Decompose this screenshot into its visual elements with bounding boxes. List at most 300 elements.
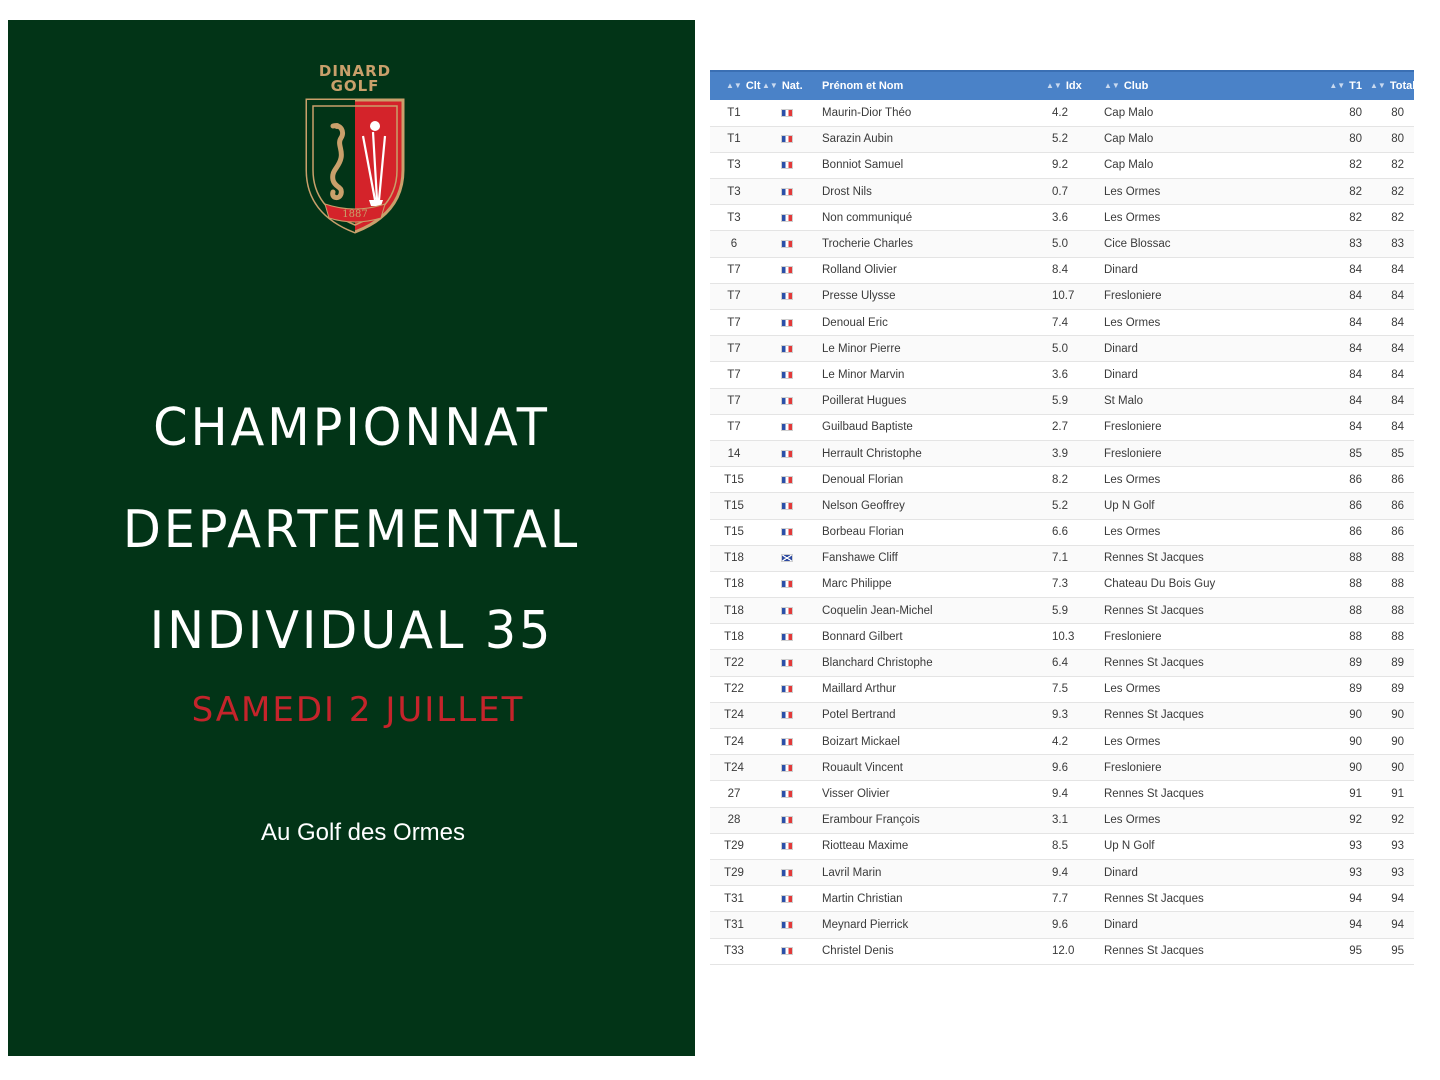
cell-total: 88 [1391,578,1404,591]
cell-total: 93 [1391,866,1404,879]
france-flag-icon [781,109,793,117]
cell-total: 95 [1391,945,1404,958]
column-header-name [818,71,1042,100]
table-row[interactable] [710,912,1414,938]
title-line-2: DEPARTEMENTAL [122,500,581,560]
cell-name: Guilbaud Baptiste [822,421,913,434]
column-header-clt[interactable] [710,71,761,100]
table-row[interactable] [710,598,1414,624]
cell-idx: 6.6 [1052,526,1068,539]
column-label: T1 [1349,80,1362,92]
cell-club: Dinard [1104,918,1138,931]
cell-total: 88 [1391,552,1404,565]
table-row[interactable] [710,571,1414,597]
cell-t1: 92 [1349,814,1362,827]
cell-idx: 4.2 [1052,735,1068,748]
cell-t1: 88 [1349,578,1362,591]
cell-name: Bonniot Samuel [822,159,904,172]
cell-t1: 82 [1349,211,1362,224]
cell-t1: 82 [1349,185,1362,198]
cell-clt: T7 [727,395,741,408]
cell-idx: 0.7 [1052,185,1068,198]
table-row[interactable] [710,886,1414,912]
cell-clt: T7 [727,264,741,277]
cell-total: 88 [1391,604,1404,617]
cell-clt: T7 [727,421,741,434]
table-row[interactable] [710,231,1414,257]
france-flag-icon [781,738,793,746]
cell-nat [758,886,818,912]
cell-idx: 9.2 [1052,159,1068,172]
cell-name: Bonnard Gilbert [822,630,903,643]
france-flag-icon [781,607,793,615]
cell-idx: 7.5 [1052,683,1068,696]
cell-name: Herrault Christophe [822,447,922,460]
cell-idx: 10.3 [1052,630,1075,643]
cell-clt: 28 [727,814,741,827]
cell-t1: 95 [1349,945,1362,958]
cell-clt: T24 [724,761,744,774]
cell-clt: T22 [724,657,744,670]
cell-idx: 8.2 [1052,473,1068,486]
table-row[interactable] [710,938,1414,964]
cell-nat [758,152,818,178]
cell-nat [758,336,818,362]
cell-club: Fresloniere [1104,630,1162,643]
logo-year: 1887 [342,209,368,220]
cell-nat [758,833,818,859]
france-flag-icon [781,816,793,824]
column-header-t1[interactable] [1320,71,1366,100]
cell-nat [758,493,818,519]
sort-icon: ▲▼ [1370,81,1386,90]
cell-name: Poillerat Hugues [822,395,907,408]
cell-nat [758,205,818,231]
sort-icon: ▲▼ [1329,81,1346,90]
cell-club: Rennes St Jacques [1104,709,1204,722]
cell-total: 84 [1391,342,1404,355]
cell-t1: 94 [1349,918,1362,931]
logo-text-dinard: DINARD [318,62,392,80]
cell-club: Cice Blossac [1104,238,1171,251]
cell-nat [758,257,818,283]
cell-clt: T1 [727,106,741,119]
cell-clt: T15 [724,499,744,512]
cell-nat [758,729,818,755]
cell-name: Non communiqué [822,211,913,224]
cell-club: Fresloniere [1104,421,1162,434]
cell-t1: 84 [1349,290,1362,303]
cell-total: 84 [1391,368,1404,381]
cell-clt: 6 [730,238,738,251]
cell-name: Nelson Geoffrey [822,499,905,512]
table-row[interactable] [710,414,1414,440]
france-flag-icon [781,345,793,353]
cell-t1: 84 [1349,421,1362,434]
cell-name: Le Minor Pierre [822,342,901,355]
cell-idx: 6.4 [1052,657,1068,670]
france-flag-icon [781,790,793,798]
cell-name: Martin Christian [822,892,903,905]
table-row[interactable] [710,729,1414,755]
table-row[interactable] [710,388,1414,414]
title-line-3: INDIVIDUAL 35 [149,601,554,661]
cell-club: Les Ormes [1104,473,1161,486]
table-row[interactable] [710,755,1414,781]
scotland-flag-icon [781,554,793,562]
cell-name: Visser Olivier [822,787,890,800]
event-poster [8,20,695,1056]
event-date: SAMEDI 2 JUILLET [191,690,525,730]
event-venue: Au Golf des Ormes [260,819,466,846]
column-header-club[interactable] [1100,71,1320,100]
cell-name: Erambour François [822,814,920,827]
table-row[interactable] [710,310,1414,336]
cell-idx: 3.1 [1052,814,1068,827]
cell-t1: 84 [1349,316,1362,329]
table-row[interactable] [710,179,1414,205]
cell-name: Meynard Pierrick [822,918,909,931]
cell-t1: 80 [1349,106,1362,119]
cell-name: Christel Denis [822,945,894,958]
cell-clt: T3 [727,185,741,198]
cell-name: Boizart Mickael [822,735,900,748]
cell-club: Cap Malo [1104,133,1154,146]
france-flag-icon [781,423,793,431]
cell-nat [758,912,818,938]
cell-total: 91 [1391,787,1404,800]
cell-club: Chateau Du Bois Guy [1104,578,1216,591]
header-row [710,71,1414,100]
cell-idx: 8.4 [1052,264,1068,277]
cell-idx: 9.6 [1052,918,1068,931]
cell-nat [758,807,818,833]
cell-club: Rennes St Jacques [1104,657,1204,670]
france-flag-icon [781,214,793,222]
cell-club: Dinard [1104,866,1138,879]
table-row[interactable] [710,702,1414,728]
cell-nat [758,440,818,466]
cell-name: Riotteau Maxime [822,840,909,853]
cell-total: 80 [1391,133,1404,146]
france-flag-icon [781,921,793,929]
france-flag-icon [781,161,793,169]
sort-icon: ▲▼ [1046,81,1062,90]
table-row[interactable] [710,283,1414,309]
cell-club: Fresloniere [1104,761,1162,774]
results-table-header [710,71,1414,100]
cell-idx: 5.2 [1052,499,1068,512]
cell-club: Up N Golf [1104,840,1155,853]
cell-clt: T18 [724,552,744,565]
cell-t1: 90 [1349,709,1362,722]
results-table-body [710,100,1414,964]
cell-name: Fanshawe Cliff [822,552,898,565]
france-flag-icon [781,580,793,588]
table-row[interactable] [710,100,1414,126]
cell-idx: 2.7 [1052,421,1068,434]
cell-t1: 93 [1349,866,1362,879]
france-flag-icon [781,895,793,903]
cell-t1: 88 [1349,604,1362,617]
cell-total: 84 [1391,290,1404,303]
cell-nat [758,598,818,624]
cell-nat [758,388,818,414]
cell-name: Le Minor Marvin [822,368,905,381]
cell-clt: T33 [724,945,744,958]
cell-total: 92 [1391,814,1404,827]
france-flag-icon [781,266,793,274]
cell-clt: 27 [727,787,741,800]
column-header-total[interactable] [1366,71,1414,100]
cell-name: Maurin-Dior Théo [822,106,912,119]
table-row[interactable] [710,493,1414,519]
cell-name: Rolland Olivier [822,264,897,277]
cell-club: Dinard [1104,264,1138,277]
cell-idx: 12.0 [1052,945,1075,958]
cell-name: Denoual Eric [822,316,888,329]
cell-t1: 88 [1349,630,1362,643]
cell-nat [758,283,818,309]
table-row[interactable] [710,205,1414,231]
cell-nat [758,676,818,702]
cell-name: Presse Ulysse [822,290,896,303]
table-row[interactable] [710,362,1414,388]
cell-total: 89 [1391,683,1404,696]
cell-total: 85 [1391,447,1404,460]
cell-nat [758,702,818,728]
cell-total: 86 [1391,499,1404,512]
cell-t1: 84 [1349,342,1362,355]
sort-icon: ▲▼ [762,81,778,90]
cell-clt: T1 [727,133,741,146]
cell-club: Les Ormes [1104,211,1161,224]
cell-name: Trocherie Charles [822,238,913,251]
cell-idx: 5.9 [1052,604,1068,617]
cell-t1: 88 [1349,552,1362,565]
table-row[interactable] [710,545,1414,571]
column-header-nat[interactable] [758,71,818,100]
france-flag-icon [781,319,793,327]
france-flag-icon [781,869,793,877]
cell-nat [758,362,818,388]
cell-idx: 5.0 [1052,342,1068,355]
column-header-idx[interactable] [1042,71,1100,100]
cell-club: Rennes St Jacques [1104,787,1204,800]
cell-name: Drost Nils [822,185,872,198]
cell-t1: 83 [1349,238,1362,251]
cell-clt: 14 [727,447,741,460]
table-row[interactable] [710,152,1414,178]
cell-idx: 10.7 [1052,290,1075,303]
table-row[interactable] [710,467,1414,493]
cell-nat [758,310,818,336]
cell-idx: 7.4 [1052,316,1068,329]
dinard-golf-logo [303,62,407,234]
cell-idx: 5.9 [1052,395,1068,408]
cell-t1: 86 [1349,499,1362,512]
cell-clt: T29 [724,840,744,853]
cell-name: Sarazin Aubin [822,133,893,146]
cell-nat [758,179,818,205]
cell-club: Up N Golf [1104,499,1155,512]
cell-clt: T3 [727,159,741,172]
table-row[interactable] [710,440,1414,466]
france-flag-icon [781,188,793,196]
cell-club: Rennes St Jacques [1104,892,1204,905]
sort-icon: ▲▼ [726,81,742,90]
cell-idx: 3.6 [1052,211,1068,224]
cell-nat [758,231,818,257]
cell-t1: 89 [1349,683,1362,696]
table-row[interactable] [710,676,1414,702]
cell-total: 88 [1391,630,1404,643]
results-table [710,70,1414,965]
cell-club: Les Ormes [1104,316,1161,329]
cell-total: 90 [1391,761,1404,774]
cell-club: Les Ormes [1104,185,1161,198]
cell-total: 82 [1391,159,1404,172]
france-flag-icon [781,135,793,143]
cell-nat [758,126,818,152]
table-row[interactable] [710,519,1414,545]
cell-idx: 5.2 [1052,133,1068,146]
cell-idx: 3.6 [1052,368,1068,381]
cell-t1: 80 [1349,133,1362,146]
cell-club: Rennes St Jacques [1104,945,1204,958]
cell-t1: 89 [1349,657,1362,670]
cell-club: Dinard [1104,342,1138,355]
cell-t1: 84 [1349,368,1362,381]
cell-total: 84 [1391,421,1404,434]
sort-icon: ▲▼ [1104,81,1120,90]
cell-total: 93 [1391,840,1404,853]
table-row[interactable] [710,624,1414,650]
france-flag-icon [781,240,793,248]
table-row[interactable] [710,833,1414,859]
cell-total: 86 [1391,473,1404,486]
cell-total: 89 [1391,657,1404,670]
cell-idx: 3.9 [1052,447,1068,460]
column-label: Idx [1065,80,1082,92]
cell-name: Maillard Arthur [822,683,897,696]
cell-idx: 9.6 [1052,761,1068,774]
cell-total: 90 [1391,709,1404,722]
france-flag-icon [781,947,793,955]
table-row[interactable] [710,336,1414,362]
title-line-1: CHAMPIONNAT [153,398,550,458]
table-row[interactable] [710,126,1414,152]
cell-club: Fresloniere [1104,447,1162,460]
column-label: Nat. [781,80,803,92]
cell-total: 82 [1391,185,1404,198]
cell-name: Lavril Marin [822,866,882,879]
france-flag-icon [781,633,793,641]
cell-club: Les Ormes [1104,683,1161,696]
logo-text-golf: GOLF [330,77,380,95]
cell-name: Denoual Florian [822,473,904,486]
cell-club: Dinard [1104,368,1138,381]
france-flag-icon [781,476,793,484]
cell-nat [758,938,818,964]
cell-clt: T31 [724,892,744,905]
cell-total: 80 [1391,106,1404,119]
cell-club: Les Ormes [1104,526,1161,539]
cell-name: Blanchard Christophe [822,657,933,670]
cell-name: Borbeau Florian [822,526,904,539]
cell-total: 94 [1391,892,1404,905]
cell-nat [758,467,818,493]
cell-clt: T29 [724,866,744,879]
table-row[interactable] [710,807,1414,833]
column-label: Total [1389,80,1416,92]
cell-idx: 5.0 [1052,238,1068,251]
france-flag-icon [781,371,793,379]
results-table-container [710,70,1414,965]
cell-name: Marc Philippe [822,578,892,591]
cell-clt: T24 [724,735,744,748]
cell-idx: 7.1 [1052,552,1068,565]
cell-clt: T7 [727,316,741,329]
cell-t1: 93 [1349,840,1362,853]
cell-clt: T18 [724,630,744,643]
cell-club: Les Ormes [1104,814,1161,827]
cell-club: Fresloniere [1104,290,1162,303]
cell-club: Rennes St Jacques [1104,604,1204,617]
france-flag-icon [781,292,793,300]
cell-total: 83 [1391,238,1404,251]
cell-idx: 9.4 [1052,866,1068,879]
cell-clt: T15 [724,473,744,486]
cell-clt: T15 [724,526,744,539]
table-row[interactable] [710,257,1414,283]
france-flag-icon [781,502,793,510]
cell-total: 90 [1391,735,1404,748]
cell-club: St Malo [1104,395,1143,408]
cell-clt: T18 [724,578,744,591]
france-flag-icon [781,528,793,536]
table-row[interactable] [710,859,1414,885]
cell-clt: T24 [724,709,744,722]
cell-total: 84 [1391,316,1404,329]
cell-nat [758,650,818,676]
cell-nat [758,755,818,781]
cell-total: 86 [1391,526,1404,539]
france-flag-icon [781,685,793,693]
cell-total: 94 [1391,918,1404,931]
cell-nat [758,545,818,571]
cell-clt: T7 [727,342,741,355]
column-label: Clt [745,80,761,92]
cell-clt: T7 [727,290,741,303]
cell-name: Coquelin Jean-Michel [822,604,933,617]
cell-t1: 94 [1349,892,1362,905]
cell-idx: 9.4 [1052,787,1068,800]
cell-clt: T22 [724,683,744,696]
cell-total: 84 [1391,264,1404,277]
cell-nat [758,859,818,885]
cell-nat [758,414,818,440]
cell-nat [758,100,818,126]
cell-t1: 85 [1349,447,1362,460]
cell-nat [758,624,818,650]
cell-t1: 86 [1349,473,1362,486]
france-flag-icon [781,450,793,458]
table-row[interactable] [710,650,1414,676]
table-row[interactable] [710,781,1414,807]
france-flag-icon [781,764,793,772]
cell-t1: 86 [1349,526,1362,539]
